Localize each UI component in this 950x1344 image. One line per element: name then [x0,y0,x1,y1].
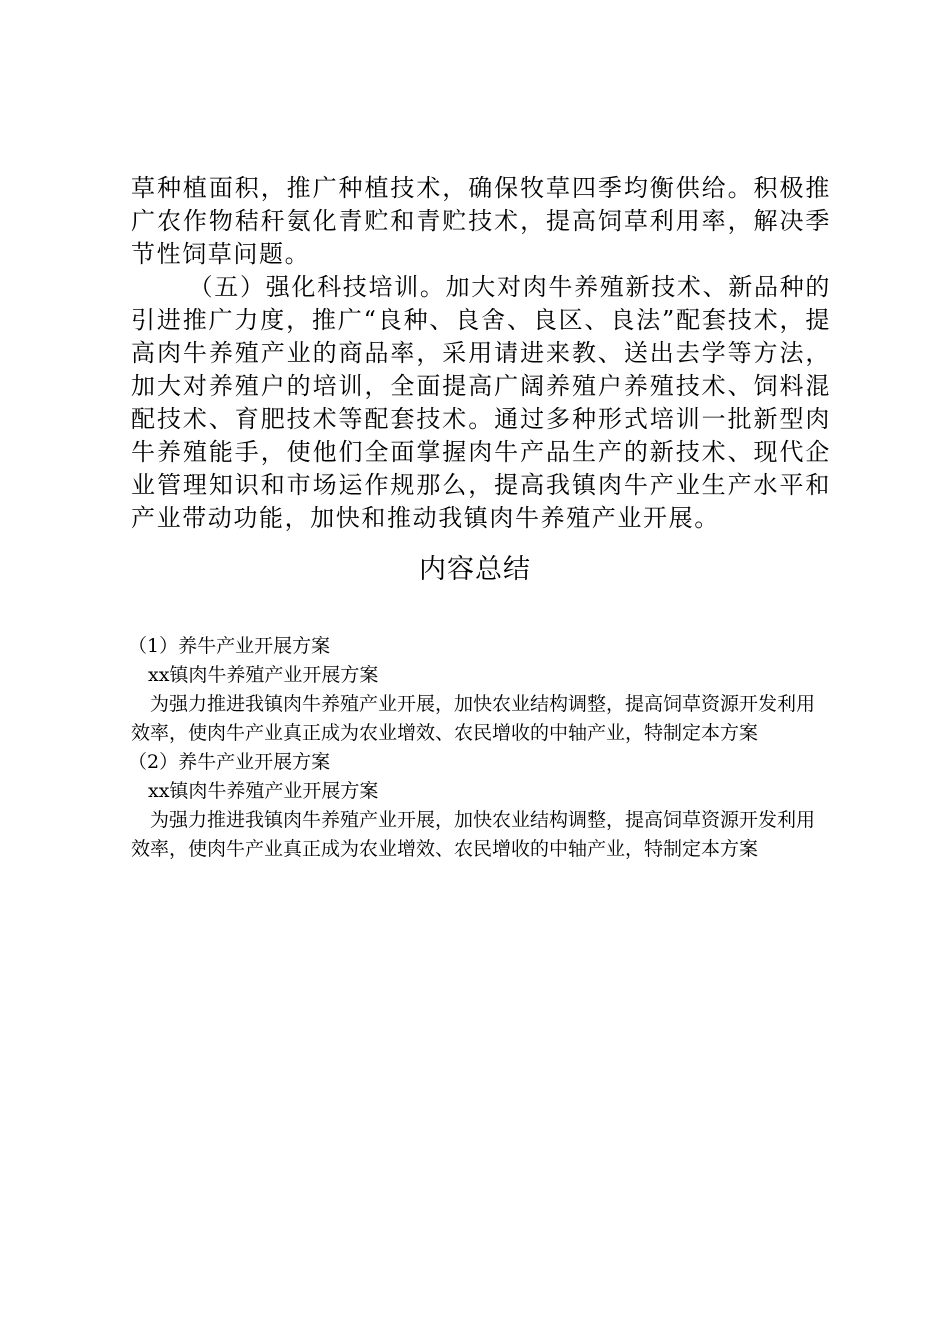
summary-list [128,632,821,864]
body-paragraph-continued: 草种植面积，推广种植技术，确保牧草四季均衡供给。积极推广农作物秸秆氨化青贮和青贮技术，提高饲草利用率，解决季节性饲草问题。 [131,174,831,268]
summary-item-subtitle: xx镇肉牛养殖产业开展方案 [148,780,379,802]
summary-item-text: 为强力推进我镇肉牛养殖产业开展，加快农业结构调整，提高饲草资源开发利用效率，使肉牛产业真正成为农业增效、农民增收的中轴产业，特制定本方案 [131,809,816,860]
summary-item-text: 为强力推进我镇肉牛养殖产业开展，加快农业结构调整，提高饲草资源开发利用效率，使肉牛产业真正成为农业增效、农民增收的中轴产业，特制定本方案 [131,693,816,744]
summary-item-heading: （2）养牛产业开展方案 [128,751,331,773]
section-title: 内容总结 [419,554,531,585]
body-text [131,172,831,535]
summary-item [128,632,821,748]
summary-item-heading: （1）养牛产业开展方案 [128,635,331,657]
body-paragraph-training: （五）强化科技培训。加大对肉牛养殖新技术、新品种的引进推广力度，推广“良种、良舍、良区、良法”配套技术，提高肉牛养殖产业的商品率，采用请进来教、送出去学等方法，加大对养殖户的培训，全面提高广阔养殖户养殖技术、饲料混配技术、育肥技术等配套技术。通过多种形式培训一批新型肉牛养殖能手，使他们全面掌握肉牛产品生产的新技术、现代企业管理知识和市场运作规那么，提高我镇肉牛产业生产水平和产业带动功能，加快和推动我镇肉牛养殖产业开展。 [131,273,831,532]
summary-item-subtitle: xx镇肉牛养殖产业开展方案 [148,664,379,686]
summary-item [128,748,821,864]
